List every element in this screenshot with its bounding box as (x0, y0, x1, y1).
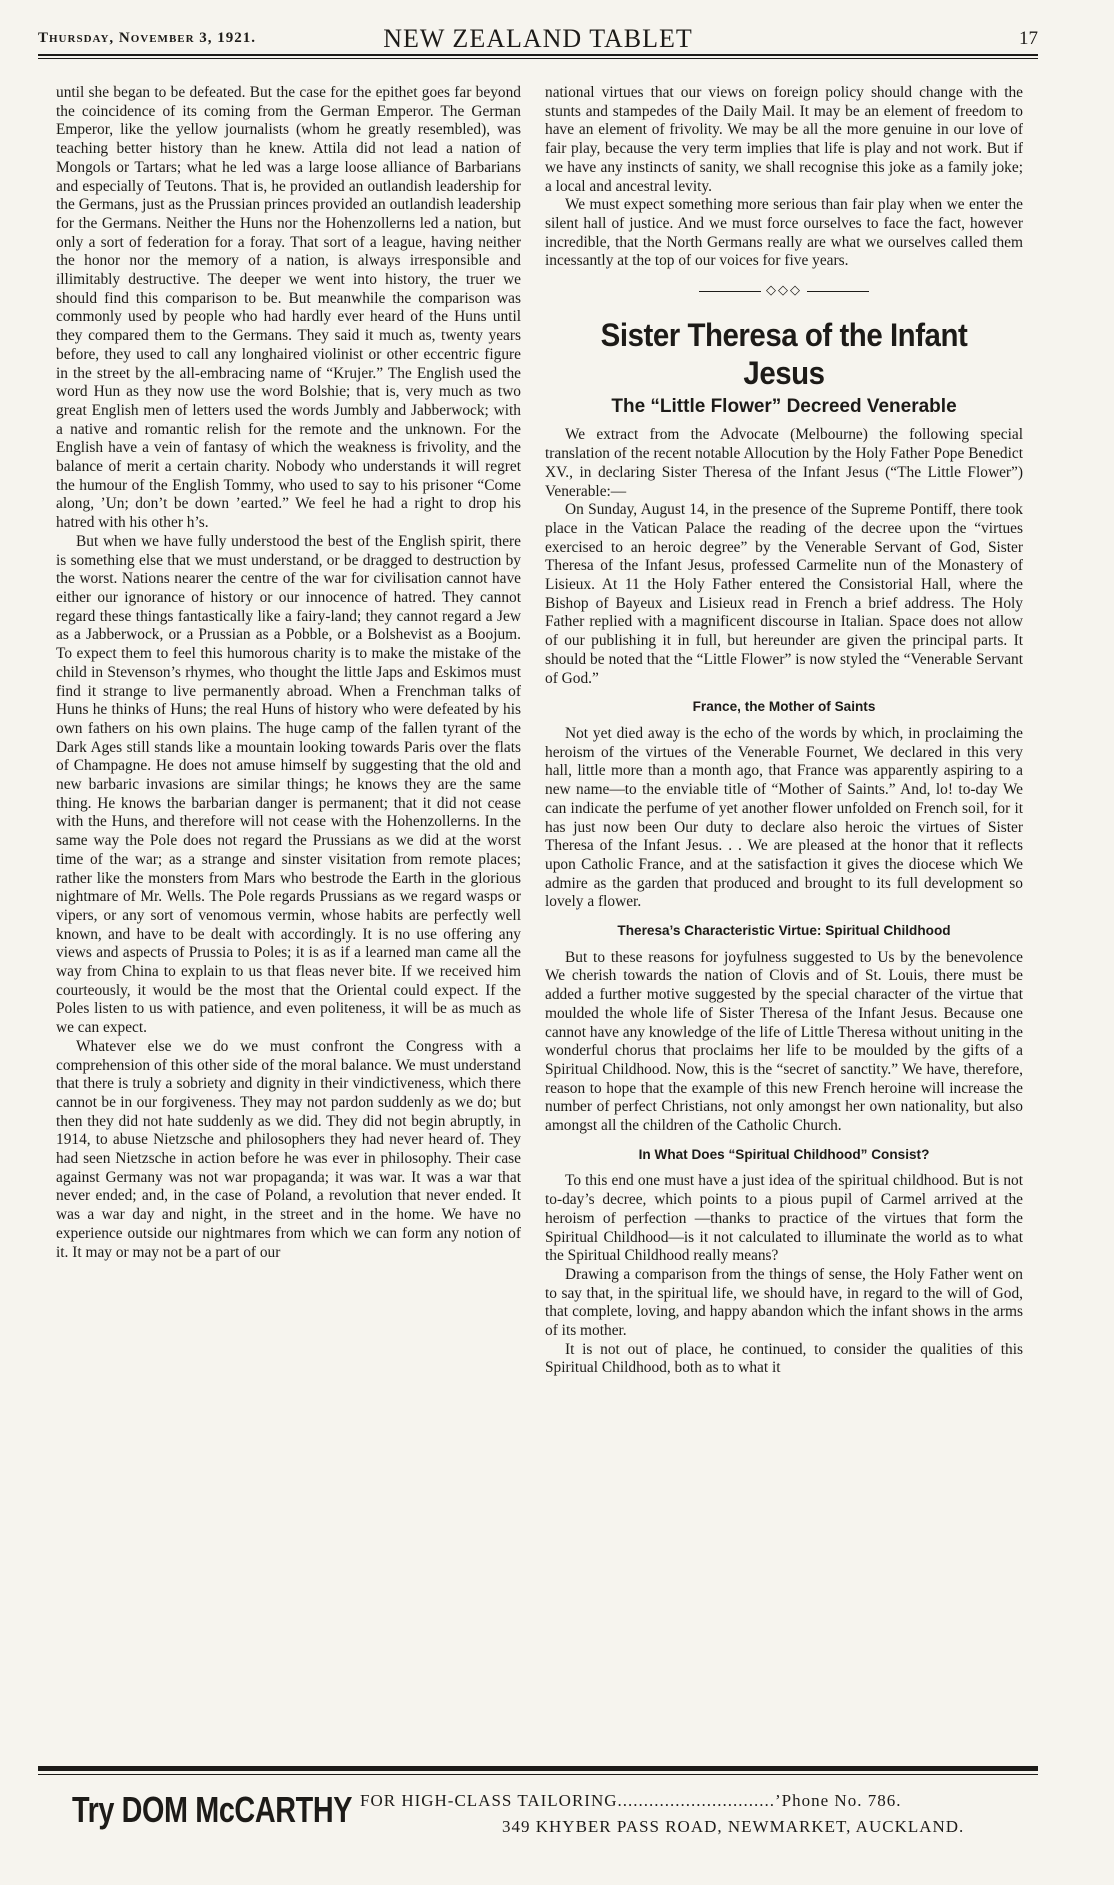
ad-address: 349 KHYBER PASS ROAD, NEWMARKET, AUCKLAND. (502, 1817, 965, 1836)
ad-tagline: FOR HIGH-CLASS TAILORING..............................’Phone No. 786. (360, 1791, 902, 1810)
article-paragraph: But when we have fully understood the best of the English spirit, there is something else that we must understand, or be dragged to destruction by the worst. Nations nearer the centre of the war for civilisation cannot have either our ignorance of history or our innocence of hatred. They cannot regard these things fantastically like a fairy-land; they cannot regard a Jew as a Jabberwock, or a Prussian as a Pobble, or a Bolshevist as a Boojum. To expect them to feel this humorous charity is to make the mistake of the child in Stevenson’s rhymes, who thought the little Japs and Eskimos must find it strange to live permanently abroad. When a Frenchman talks of Huns he thinks of Huns; the real Huns of history who were defeated by his own fathers on his own plains. The huge camp of the fallen tyrant of the Dark Ages still stands like a mountain looking towards Paris over the flats of Champagne. He does not amuse himself by suggesting that the old and new barbaric invasions are similar things; he knows they are the same thing. He knows the barbarian danger is permanent; that it did not cease with the Huns, and therefore will not cease with the Hohenzollerns. In the same way the Pole does not regard the Prussians as we did at the worst time of the war; as a strange and sinster visitation from remote places; rather like the monsters from Mars who bestrode the Earth in the glorious nightmare of Mr. Wells. The Pole regards Prussians as we regard wasps or vipers, or any sort of venomous vermin, whose habits are perfectly well known, and have to be dealt with accordingly. It is no use offering any views and aspects of Prussia to Poles; it is as if a learned man came all the way from China to explain to us that fleas never bite. If we received him courteously, it would be the most that the Oriental could expect. If the Poles listen to us with patience, and even politeness, it will be as much as we can expect. (56, 532, 521, 1037)
article-paragraph: until she began to be defeated. But the case for the epithet goes far beyond the coincidence of its coming from the German Emperor. The German Emperor, like the yellow journalists (whom he greatly resembled), was teaching better history than he knew. Attila did not lead a nation of Mongols or Tartars; what he led was a large loose alliance of Barbarians and especially of Teutons. That is, he provided an outlandish leadership for the Germans, just as the Prussian princes provided an outlandish leadership for the Germans. Neither the Huns nor the Hohenzollerns led a nation, but only a sort of federation for a foray. That sort of a league, having neither the honor nor the memory of a nation, is always irresponsible and illimitably destructive. The deeper we went into history, the truer we should find this comparison to be. But meanwhile the comparison was commonly used by people who had hardly ever heard of the Huns until they compared them to the Germans. They said it much as, twenty years before, they used to call any longhaired violinist or other eccentric figure in the street by the all-embracing name of “Krujer.” The English used the word Hun as they now use the word Bolshie; that is, very much as two great English men of letters used the words Jumbly and Jabberwock; with a native and romantic relish for the remote and the unknown. For the English have a vein of fantasy of which the weakness is frivolity, and the balance of merit a certain charity. Nobody who understands it will regret the humour of the English Tommy, who used to say to his prisoner “Come along, ’Un; don’t be down ’earted.” We feel he had a right to drop his hatred with his other h’s. (56, 84, 521, 532)
article-title: Sister Theresa of the Infant Jesus (600, 316, 968, 391)
page-header (38, 22, 1038, 52)
newspaper-title: NEW ZEALAND TABLET (383, 24, 693, 53)
article-paragraph: We must expect something more serious than fair play when we enter the silent hall of justice. And we must force ourselves to face the fact, however incredible, that the North Germans really are what we ourselves called them incessantly at the top of our voices for five years. (545, 196, 1023, 270)
article-paragraph: national virtues that our views on foreign policy should change with the stunts and stampedes of the Daily Mail. It may be an element of freedom to have an element of frivolity. We may be all the more genuine in our love of fair play, because the very term implies that life is play and not work. But if we have any instincts of sanity, we shall recognise this joke as a family joke; a local and ancestral levity. (545, 84, 1023, 195)
ornament-diamonds: ◇◇◇ (766, 282, 802, 298)
section-heading: Theresa’s Characteristic Virtue: Spiritual Childhood (617, 923, 951, 939)
article-paragraph: Whatever else we do we must confront the Congress with a comprehension of this other side of the moral balance. We must understand that there is truly a sobriety and dignity in their vindictiveness, which there cannot be in our forgiveness. They may not pardon suddenly as we do; but then they did not hate suddenly as we did. They did not begin abruptly, in 1914, to abuse Nietzsche and philosophers they had never heard of. They had seen Nietzsche in action before he was ever in philosophy. Their case against Germany was not war propaganda; it was war. It was a war that never ended; and, in the case of Poland, a revolution that never ended. It was a war day and night, in the street and in the home. We have no experience outside our nightmares from which we can form any notion of it. It may or may not be a part of our (56, 1037, 521, 1261)
footer-rule-thin (38, 1774, 1038, 1775)
article-subtitle: The “Little Flower” Decreed Venerable (611, 395, 957, 417)
ornament-line (807, 291, 869, 292)
article-paragraph: To this end one must have a just idea of the spiritual childhood. But is not to-day’s decree, which points to a pious pupil of Carmel arrived at the heroism of perfection —thanks to practice of the virtues that form the Spiritual Childhood—is it not calculated to illuminate the world as to what the Spiritual Childhood really means? (545, 1172, 1023, 1265)
article-paragraph: But to these reasons for joyfulness suggested to Us by the benevolence We cherish towards the nation of Clovis and of St. Louis, there must be added a further motive suggested by the special character of the virtue that moulded the whole life of Sister Theresa of the Infant Jesus. Because one cannot have any knowledge of the life of Little Theresa without uniting in the wonderful chorus that proclaims her life to be moulded by the gifts of a Spiritual Childhood. Now, this is the “secret of sanctity.” We have, therefore, reason to hope that the example of this new French heroine will increase the number of perfect Christians, not only amongst her own nationality, but also amongst all the children of the Catholic Church. (545, 948, 1023, 1135)
right-column (545, 84, 1023, 1378)
section-heading: France, the Mother of Saints (692, 699, 876, 715)
article-paragraph: Drawing a comparison from the things of sense, the Holy Father went on to say that, in the spiritual life, we should have, in regard to the will of God, that complete, loving, and happy abandon which the infant shows in the arms of its mother. (545, 1265, 1023, 1340)
ornament-line (699, 291, 761, 292)
article-paragraph: We extract from the Advocate (Melbourne) the following special translation of the recent notable Allocution by the Holy Father Pope Benedict XV., in declaring Sister Theresa of the Infant Jesus (“The Little Flower”) Venerable:— (545, 426, 1023, 500)
footer-rule (38, 1766, 1038, 1771)
section-ornament (545, 281, 1023, 300)
footer-advertisement (38, 1785, 1038, 1845)
article-paragraph: It is not out of place, he continued, to consider the qualities of this Spiritual Childhood, both as to what it (545, 1340, 1023, 1377)
article-paragraph: Not yet died away is the echo of the words by which, in proclaiming the heroism of the virtues of the Venerable Fournet, We declared in this very hall, little more than a month ago, that France was apparently aspiring to a new name—to the enviable title of “Mother of Saints.” And, lo! to-day We can indicate the perfume of yet another flower unfolded on French soil, for it has just now been Our duty to declare also heroic the virtues of Sister Theresa of the Infant Jesus. . . We are pleased at the honor that it reflects upon Catholic France, and at the satisfaction it gives the diocese which We admire as the garden that produced and brought to its full development so lovely a flower. (545, 724, 1023, 911)
header-rule (38, 54, 1038, 56)
issue-date: Thursday, November 3, 1921. (38, 30, 257, 46)
article-paragraph: On Sunday, August 14, in the presence of the Supreme Pontiff, there took place in the Vatican Palace the reading of the decree upon the “virtues exercised to an heroic degree” by the Venerable Servant of God, Sister Theresa of the Infant Jesus, professed Carmelite nun of the Monastery of Lisieux. At 11 the Holy Father entered the Consistorial Hall, where the Bishop of Bayeux and Lisieux read in French a brief address. The Holy Father replied with a magnificent discourse in Italian. Space does not allow of our publishing it in full, but hereunder are given the principal parts. It should be noted that the “Little Flower” is now styled the “Venerable Servant of God.” (545, 501, 1023, 687)
section-heading: In What Does “Spiritual Childhood” Consist? (638, 1146, 930, 1162)
left-column (56, 84, 521, 1262)
ad-headline: Try DOM McCARTHY (72, 1789, 353, 1830)
page-number: 17 (1019, 28, 1038, 49)
header-rule-thin (38, 58, 1038, 59)
